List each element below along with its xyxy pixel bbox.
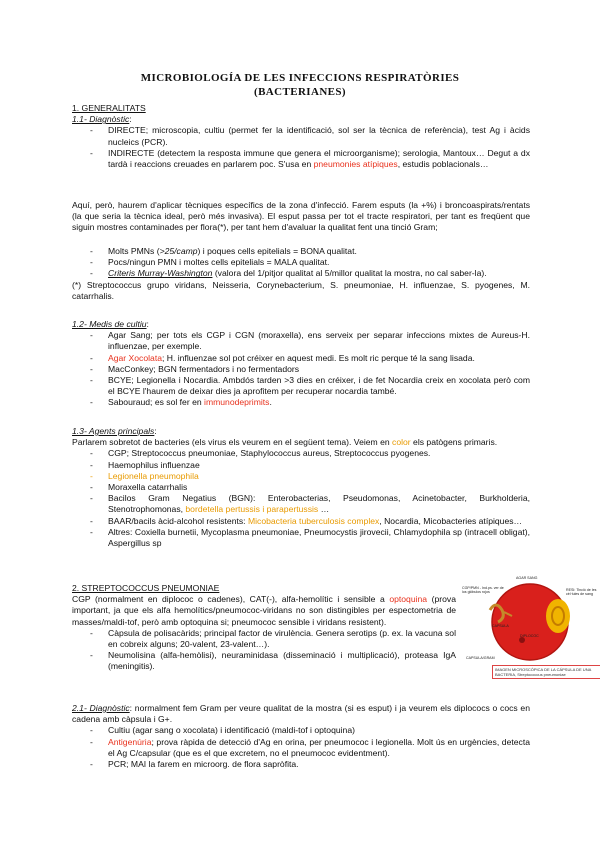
list-item: - Bacilos Gram Negatius (BGN): Enterobacterias, Pseudomonas, Acinetobacter, Burkholderia, Stenotrophomonas, bordetella pertussis i parapertussis … [72, 493, 530, 515]
list-item: - INDIRECTE (detectem la resposta immune que genera el microorganisme); serologia, Mantoux… Degut a dx tardà i reaccions creuades en parlarem poc. S'usa en pneumonies atípiques, estudis poblacionals… [72, 148, 530, 170]
paragraph-cgp: CGP (normalment en diplococ o cadenes), CAT(-), alfa-hemolític i sensible a optoquina (prova important, ja que els alfa hemolítics/pneumococ-viridans no son distingibles per espectometria de masses/maldi-tof, però amb optoquina si; pneumococ sensible i viridans resistent). [72, 594, 456, 627]
agents-intro: Parlarem sobretot de bacteries (els virus els veurem en el següent tema). Veiem en color els patògens primaris. [72, 437, 498, 448]
agar-plate-figure [462, 578, 600, 678]
fig-label: CGP/PMN - Ind.ps. ver de los glóbulos rojos [462, 586, 504, 595]
subheading-agents: 1.3- Agents principals: [72, 426, 157, 436]
fig-label: CAPSULA/GRAM [466, 656, 495, 660]
list-item: - BCYE; Legionella i Nocardia. Ambdós tarden >3 dies en créixer, i de fet Nocardia creix en xocolata però com el BCYE l'haurem de deixar dies ja aprofitem per recuperar nocardia també. [72, 375, 530, 397]
list-item: - MacConkey; BGN fermentadors i no fermentadors [72, 364, 530, 375]
list-item: - Criteris Murray-Washington (valora del 1/pitjor qualitat al 5/millor qualitat la mostra, no cal saber-la). [72, 268, 530, 279]
section-diagnostic-pneumococ [72, 703, 530, 770]
list-item: - Moraxella catarrhalis [72, 482, 530, 493]
list-item: - CGP; Streptococcus pneumoniae, Staphylococcus aureus, Streptococcus pyogenes. [72, 448, 530, 459]
section-medis-cultiu [72, 319, 530, 409]
subheading-medis: 1.2- Medis de cultiu: [72, 319, 149, 329]
section-heading: 2. STREPTOCOCCUS PNEUMONIAE [72, 583, 220, 593]
section-agents-principals [72, 426, 530, 549]
list-item: - Altres: Coxiella burnetii, Mycoplasma pneumoniae, Pneumocystis jirovecii, Chlamydophila sp (intracell obligat), Aspergillus sp [72, 527, 530, 549]
list-item: - Sabouraud; es sol fer en immunodeprimits. [72, 397, 530, 408]
list-item: - Càpsula de polisacàrids; principal factor de virulència. Genera serotips (p. ex. la vacuna sol en cobreix alguns; 20-valent, 23-valent…). [72, 628, 456, 650]
list-item: - Neumolisina (alfa-hemòlisi), neuraminidasa (disseminació i multiplicació), proteasa IgA (meningitis). [72, 650, 456, 672]
figure-caption: IMAGEN MICROSCÓPICA DE LA CÁPSULA DE UNA BACTERIA, Streptococcus pneumoniae [492, 665, 600, 679]
fig-label: DIPLOCOC [520, 634, 539, 638]
document-title [60, 71, 540, 99]
list-item: - Cultiu (agar sang o xocolata) i identificació (maldi-tof i optoquina) [72, 725, 530, 736]
fig-label: AGAR SANG [516, 576, 538, 580]
fig-label: CAPSULA [492, 624, 509, 628]
title-line-1: MICROBIOLOGÍA DE LES INFECCIONS RESPIRATÒRIES [140, 72, 460, 84]
title-line-2: (BACTERIANES) [254, 86, 346, 98]
section-streptococcus [72, 583, 456, 673]
diagnostic-intro: 2.1- Diagnòstic: normalment fem Gram per veure qualitat de la mostra (si es esput) i ja veurem els diplococs o cocs en cadena amb càpsula i G+. [72, 703, 530, 725]
section-heading: 1. GENERALITATS [72, 103, 146, 113]
fig-label: RESI: Tinció de les cèl·lules de sang [566, 588, 597, 597]
list-item: - Haemophilus influenzae [72, 460, 530, 471]
list-item: - Antigenúria; prova ràpida de detecció d'Ag en orina, per pneumococ i legionella. Molt ús en urgències, detecta el Ag C/capsular (que es el que excretem, no el pneumococ evidentment). [72, 737, 530, 759]
subheading-diagnostic: 1.1- Diagnòstic: [72, 114, 132, 125]
list-item: - Agar Xocolata; H. influenzae sol pot créixer en aquest medi. Es molt ric perque té la sang lisada. [72, 353, 530, 364]
list-item: - Legionella pneumophila [72, 471, 530, 482]
list-item: - Agar Sang; per tots els CGP i CGN (moraxella), ens serveix per separar infeccions mixtes de Aureus-H. influenzae, per exemple. [72, 330, 530, 352]
footnote-flora: (*) Streptococcus grupo viridans, Neisseria, Corynebacterium, S. pneumoniae, H. influenzae, S. pyogenes, M. catarrhalis. [72, 279, 530, 301]
list-item: - BAAR/bacils àcid-alcohol resistents: Micobacteria tuberculosis complex, Nocardia, Micobacteries atípiques… [72, 516, 530, 527]
section-generalitats [72, 103, 530, 170]
list-item: - PCR; MAI la farem en microorg. de flora sapròfita. [72, 759, 530, 770]
list-item: - Pocs/ningun PMN i moltes cells epitelials = MALA qualitat. [72, 257, 530, 268]
list-item: - Molts PMNs (>25/camp) i poques cells epitelials = BONA qualitat. [72, 246, 530, 257]
quality-list [72, 246, 530, 302]
colony-yellow [546, 599, 570, 633]
list-item: - DIRECTE; microscopia, cultiu (permet fer la identificació, sol ser la tècnica de referència), test Ag i àcids nucleics (PCR). [72, 125, 530, 147]
paragraph-esputs: Aquí, però, haurem d'aplicar tècniques específics de la zona d'infecció. Farem esputs (la +%) i broncoaspirats/rentats (la que seria la tècnica ideal, però més invasiva). El esput passa per tot el tracte respiratori, per tant es freqüent que siguin mostres contaminades per flora(*), per tant hem d'avaluar la qualitat fent una tinció Gram; [72, 200, 530, 233]
